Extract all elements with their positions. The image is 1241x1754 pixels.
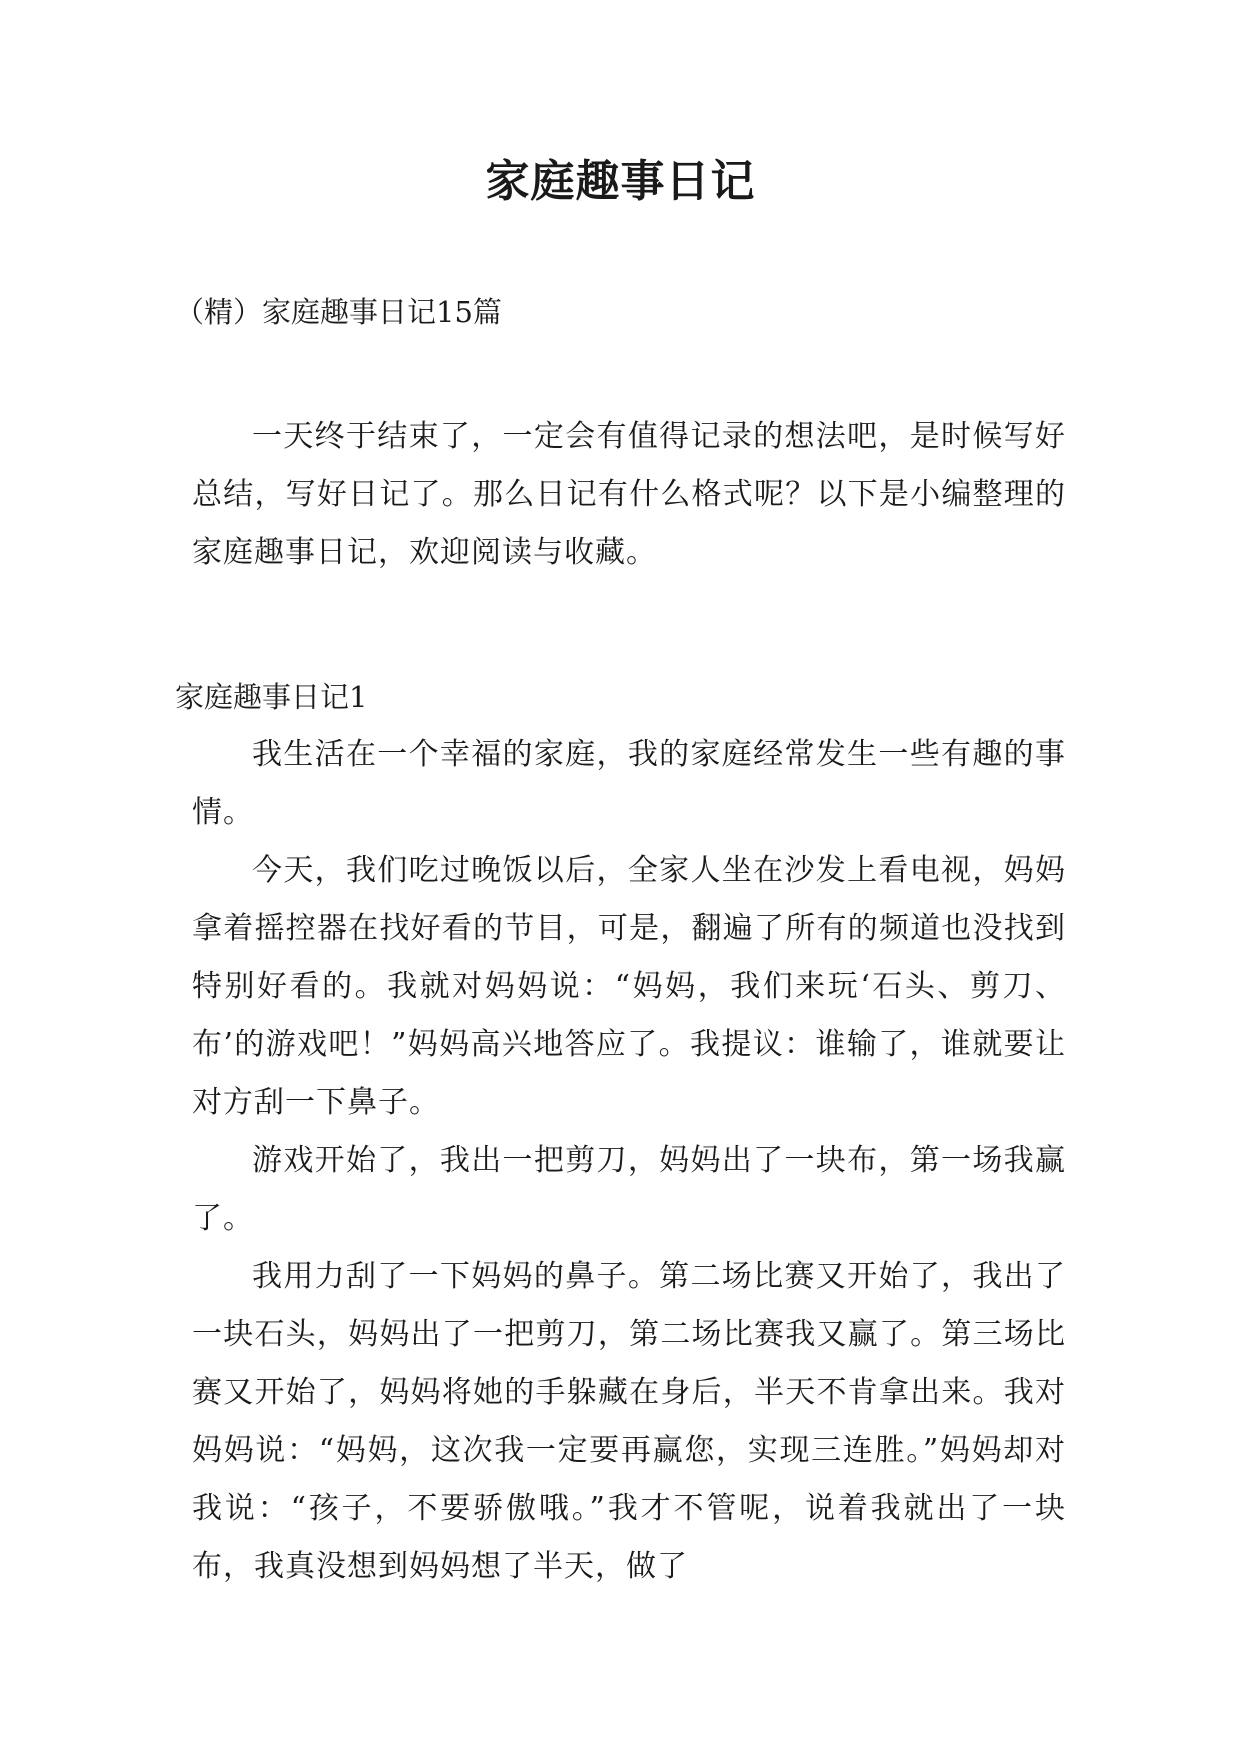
section-spacer bbox=[192, 582, 1066, 668]
body-paragraph: 游戏开始了，我出一把剪刀，妈妈出了一块布，第一场我赢了。 bbox=[192, 1143, 1066, 1236]
document-subtitle: （精）家庭趣事日记15篇 bbox=[175, 295, 502, 329]
document-title: 家庭趣事日记 bbox=[485, 156, 756, 207]
section-heading: 家庭趣事日记1 bbox=[175, 680, 368, 714]
body-paragraph: 今天，我们吃过晚饭以后，全家人坐在沙发上看电视，妈妈拿着摇控器在找好看的节目，可是，翻遍了所有的频道也没找到特别好看的。我就对妈妈说：“妈妈，我们来玩‘石头、剪刀、布’的游戏吧！”妈妈高兴地答应了。我提议：谁输了，谁就要让对方刮一下鼻子。 bbox=[192, 853, 1066, 1120]
body-paragraph: 我生活在一个幸福的家庭，我的家庭经常发生一些有趣的事情。 bbox=[192, 737, 1066, 830]
body-paragraph: 我用力刮了一下妈妈的鼻子。第二场比赛又开始了，我出了一块石头，妈妈出了一把剪刀，第二场比赛我又赢了。第三场比赛又开始了，妈妈将她的手躲藏在身后，半天不肯拿出来。我对妈妈说：“妈妈，这次我一定要再赢您，实现三连胜。”妈妈却对我说：“孩子，不要骄傲哦。”我才不管呢，说着我就出了一块布，我真没想到妈妈想了半天，做了 bbox=[192, 1259, 1066, 1584]
document-body bbox=[175, 408, 1066, 1596]
diary-section bbox=[175, 668, 1066, 1596]
intro-paragraph: 一天终于结束了，一定会有值得记录的想法吧，是时候写好总结，写好日记了。那么日记有什么格式呢？以下是小编整理的家庭趣事日记，欢迎阅读与收藏。 bbox=[192, 419, 1066, 570]
